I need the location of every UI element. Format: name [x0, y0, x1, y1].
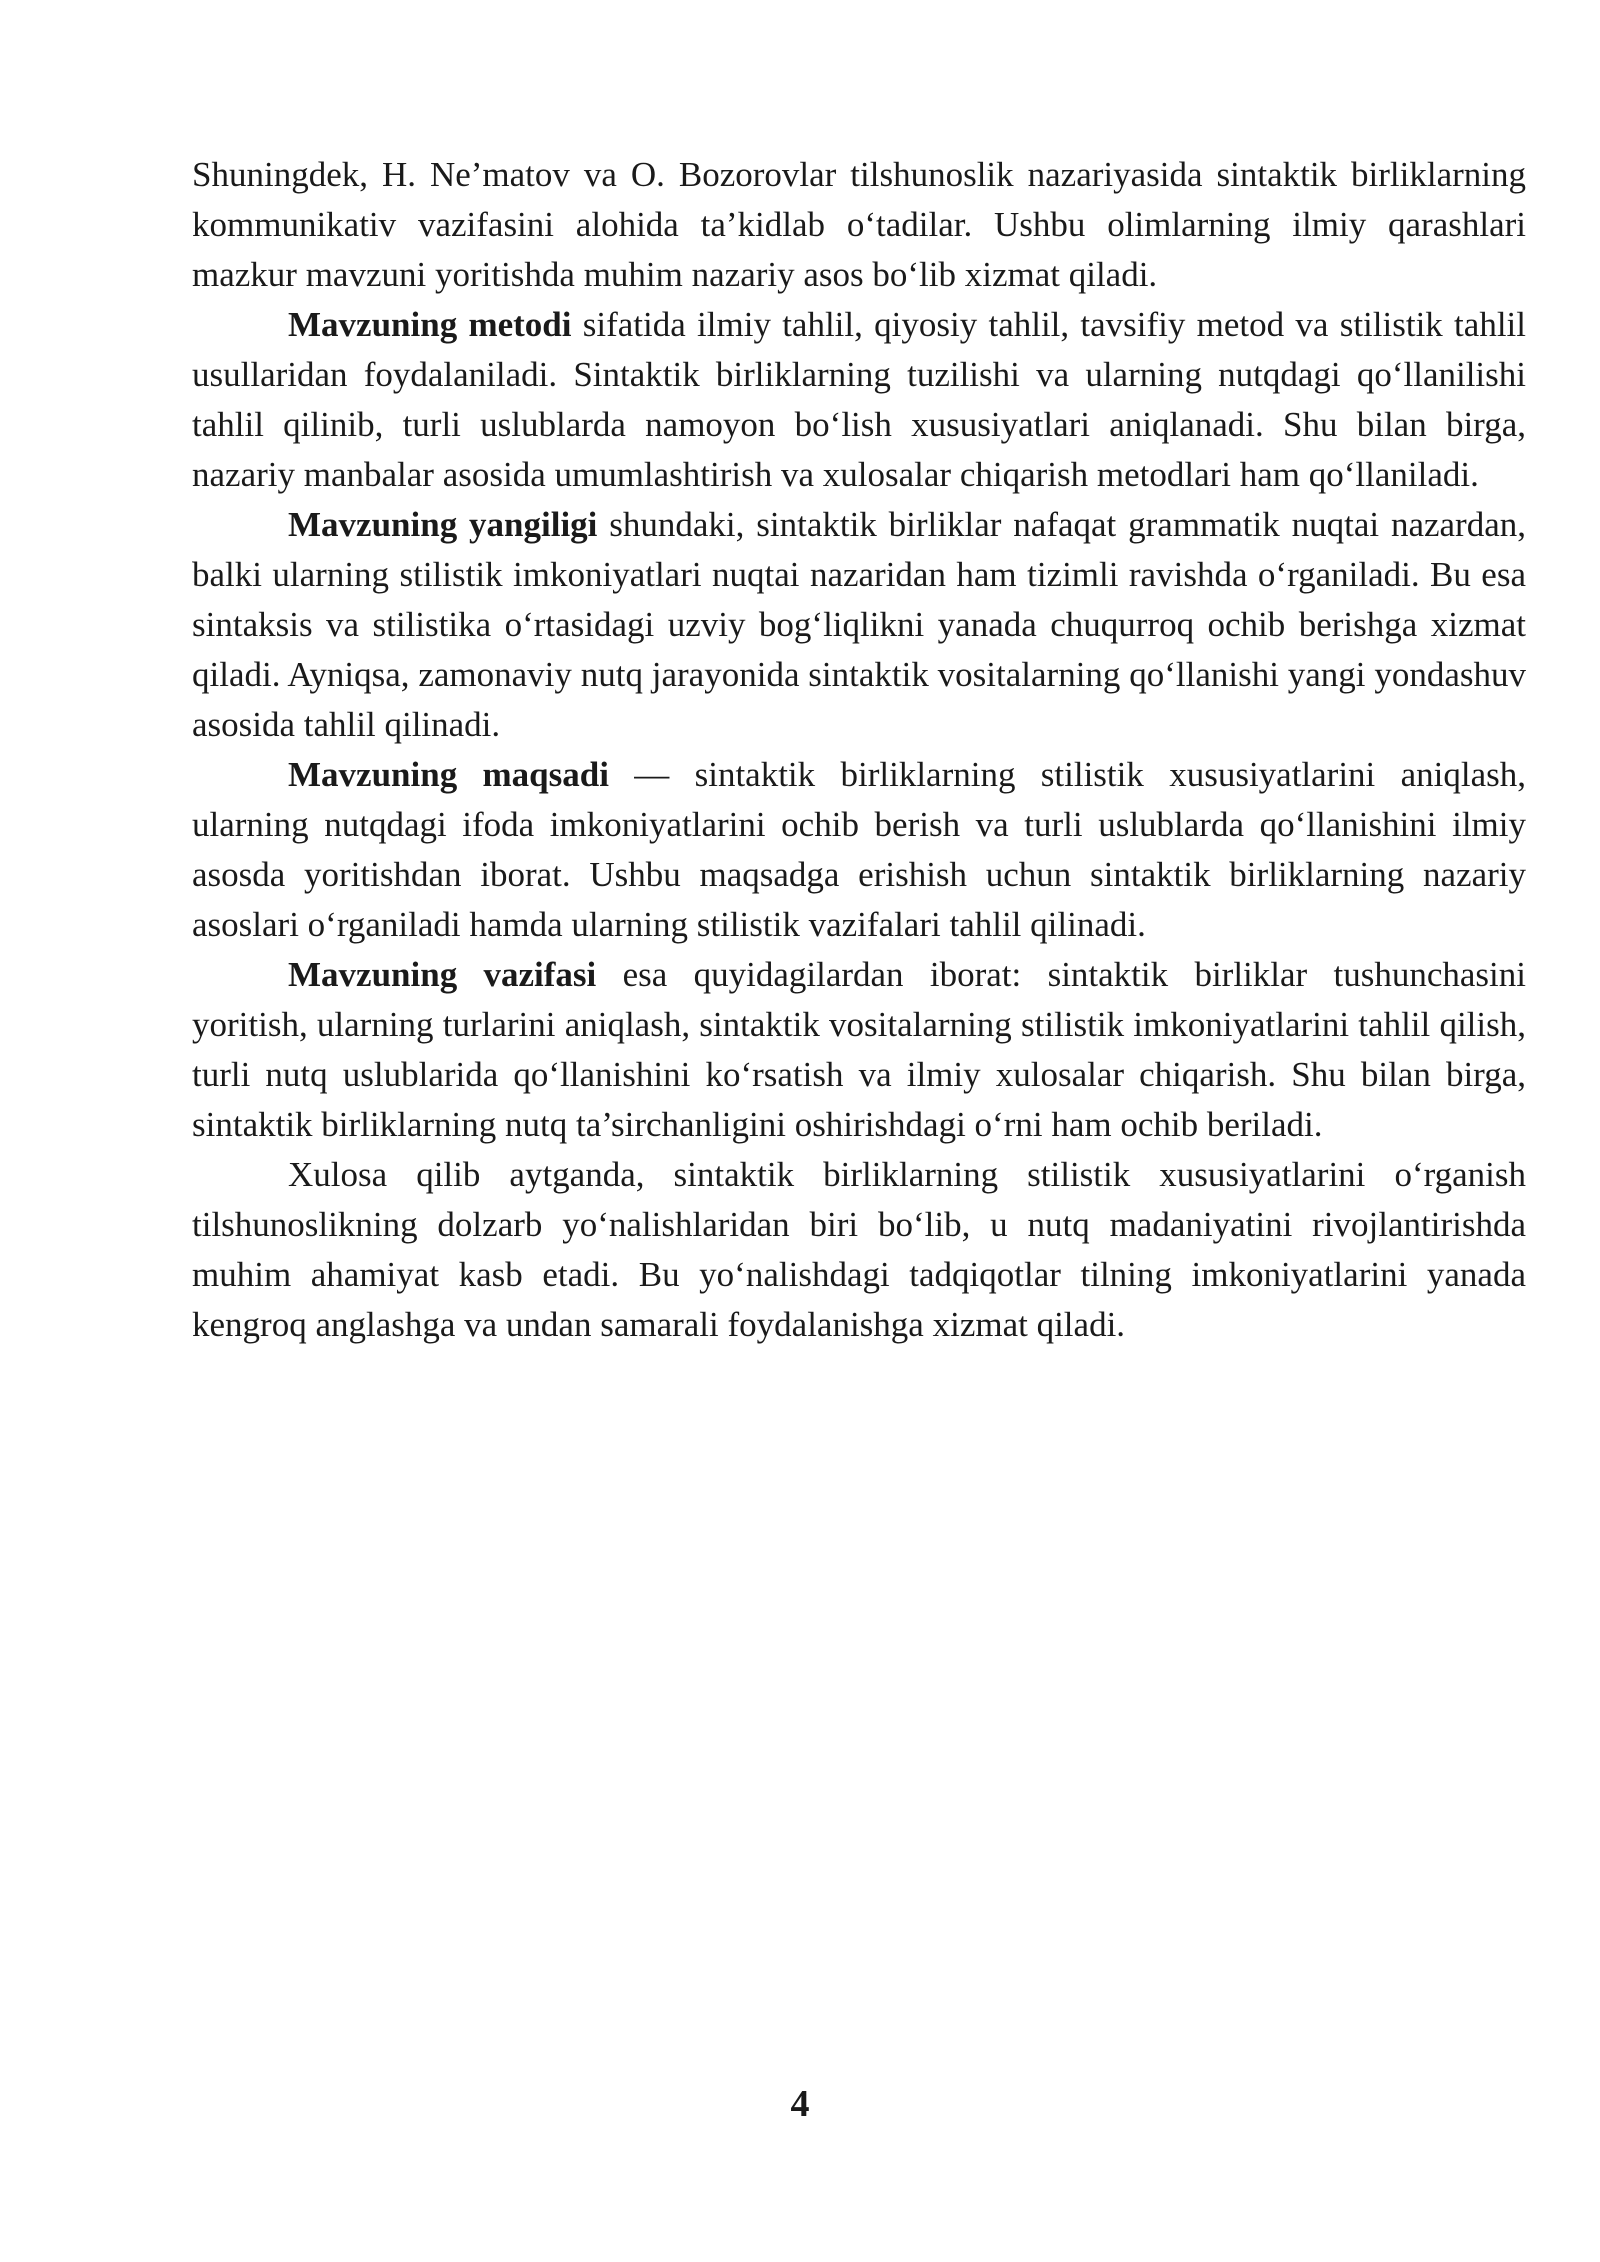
page-body [192, 150, 1526, 1350]
paragraph-text: Shuningdek, H. Ne’matov va O. Bozorovlar tilshunoslik nazariyasida sintaktik birliklarning kommunikativ vazifasini alohida ta’kidlab o‘tadilar. Ushbu olimlarning ilmiy qarashlari mazkur mavzuni yoritishda muhim nazariy asos bo‘lib xizmat qiladi. [192, 155, 1526, 294]
paragraph-lead: Mavzuning maqsadi [288, 755, 609, 794]
paragraph-tasks [192, 950, 1526, 1150]
page-number: 4 [790, 2083, 810, 2125]
paragraph-text: — sintaktik birliklarning stilistik xususiyatlarini aniqlash, ularning nutqdagi ifoda imkoniyatlarini ochib berish va turli uslublarda qo‘llanishini ilmiy asosda yoritishdan iborat. Ushbu maqsadga erishish uchun sintaktik birliklarning nazariy asoslari o‘rganiladi hamda ularning stilistik vazifalari tahlil qilinadi. [192, 755, 1526, 944]
paragraph-method [192, 300, 1526, 500]
paragraph-text: esa quyidagilardan iborat: sintaktik birliklar tushunchasini yoritish, ularning turlarini aniqlash, sintaktik vositalarning stilistik imkoniyatlarini tahlil qilish, turli nutq uslublarida qo‘llanishini ko‘rsatish va ilmiy xulosalar chiqarish. Shu bilan birga, sintaktik birliklarning nutq ta’sirchanligini oshirishdagi o‘rni ham ochib beriladi. [192, 955, 1526, 1144]
paragraph-text: shundaki, sintaktik birliklar nafaqat grammatik nuqtai nazardan, balki ularning stilistik imkoniyatlari nuqtai nazaridan ham tizimli ravishda o‘rganiladi. Bu esa sintaksis va stilistika o‘rtasidagi uzviy bog‘liqlikni yanada chuqurroq ochib berishga xizmat qiladi. Ayniqsa, zamonaviy nutq jarayonida sintaktik vositalarning qo‘llanishi yangi yondashuv asosida tahlil qilinadi. [192, 505, 1526, 744]
paragraph-conclusion [192, 1150, 1526, 1350]
paragraph-lead: Mavzuning yangiligi [288, 505, 598, 544]
paragraph-lead: Mavzuning metodi [288, 305, 572, 344]
paragraph-goal [192, 750, 1526, 950]
paragraph-text: sifatida ilmiy tahlil, qiyosiy tahlil, tavsifiy metod va stilistik tahlil usullaridan foydalaniladi. Sintaktik birliklarning tuzilishi va ularning nutqdagi qo‘llanilishi tahlil qilinib, turli uslublarda namoyon bo‘lish xususiyatlari aniqlanadi. Shu bilan birga, nazariy manbalar asosida umumlashtirish va xulosalar chiqarish metodlari ham qo‘llaniladi. [192, 305, 1526, 494]
paragraph-text: Xulosa qilib aytganda, sintaktik birliklarning stilistik xususiyatlarini o‘rganish tilshunoslikning dolzarb yo‘nalishlaridan biri bo‘lib, u nutq madaniyatini rivojlantirishda muhim ahamiyat kasb etadi. Bu yo‘nalishdagi tadqiqotlar tilning imkoniyatlarini yanada kengroq anglashga va undan samarali foydalanishga xizmat qiladi. [192, 1155, 1526, 1344]
paragraph-lead: Mavzuning vazifasi [288, 955, 597, 994]
paragraph-introduction [192, 150, 1526, 300]
paragraph-novelty [192, 500, 1526, 750]
